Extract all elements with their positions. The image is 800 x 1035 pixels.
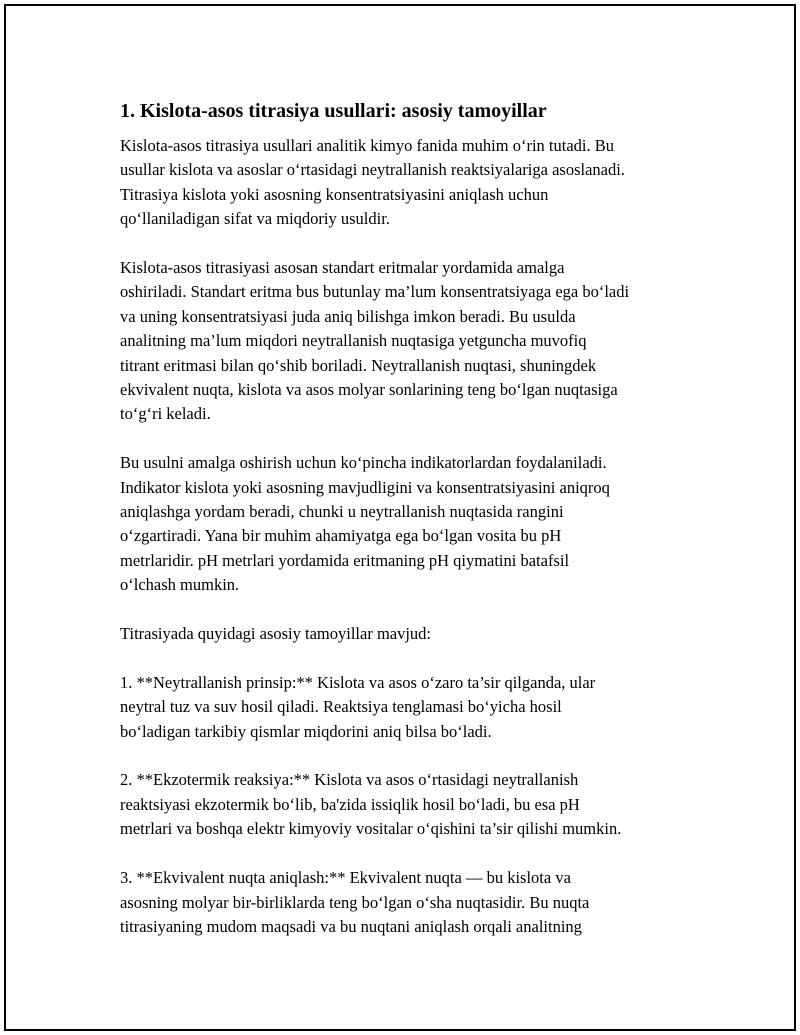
paragraph-intro	[120, 134, 700, 232]
text-line: titrant eritmasi bilan qo‘shib boriladi. Neytrallanish nuqtasi, shuningdek	[120, 355, 597, 375]
text-line: analitning ma’lum miqdori neytrallanish nuqtasiga yetguncha muvofiq	[120, 331, 587, 351]
list-item-neutralization	[120, 671, 700, 744]
paragraph-indicators	[120, 451, 700, 597]
text-line: Indikator kislota yoki asosning mavjudligini va konsentratsiyasini aniqroq	[120, 477, 610, 497]
list-item-equivalence-point	[120, 866, 700, 939]
text-line: neytral tuz va suv hosil qiladi. Reaktsiya tenglamasi bo‘yicha hosil	[120, 697, 562, 717]
text-line: o‘zgartiradi. Yana bir muhim ahamiyatga ega bo‘lgan vosita bu pH	[120, 526, 562, 546]
text-line: o‘lchash mumkin.	[120, 575, 240, 595]
text-line: metrlari va boshqa elektr kimyoviy vositalar o‘qishini ta’sir qilishi mumkin.	[120, 819, 622, 839]
paragraph-principles-intro	[120, 622, 700, 646]
text-line: usullar kislota va asoslar o‘rtasidagi neytrallanish reaktsiyalariga asoslanadi.	[120, 160, 625, 180]
text-line: oshiriladi. Standart eritma bus butunlay ma’lum konsentratsiyaga ega bo‘ladi	[120, 282, 630, 302]
text-line: Kislota-asos titrasiyasi asosan standart eritmalar yordamida amalga	[120, 258, 565, 278]
document-body	[120, 99, 700, 964]
section-heading: 1. Kislota-asos titrasiya usullari: asosiy tamoyillar	[120, 100, 547, 122]
text-line: metrlaridir. pH metrlari yordamida eritmaning pH qiymatini batafsil	[120, 550, 570, 570]
text-line: Titrasiyada quyidagi asosiy tamoyillar mavjud:	[120, 624, 432, 644]
text-line: asosning molyar bir-birliklarda teng bo‘lgan o‘sha nuqtasidir. Bu nuqta	[120, 892, 590, 912]
text-line: bo‘ladigan tarkibiy qismlar miqdorini aniq bilsa bo‘ladi.	[120, 721, 492, 741]
text-line: titrasiyaning mudom maqsadi va bu nuqtani aniqlash orqali analitning	[120, 916, 582, 936]
text-line: Titrasiya kislota yoki asosning konsentratsiyasini aniqlash uchun	[120, 184, 549, 204]
text-line: Kislota-asos titrasiya usullari analitik kimyo fanida muhim o‘rin tutadi. Bu	[120, 136, 615, 155]
text-line: qo‘llaniladigan sifat va miqdoriy usuldir.	[120, 209, 390, 229]
text-line: ekvivalent nuqta, kislota va asos molyar sonlarining teng bo‘lgan nuqtasiga	[120, 380, 618, 400]
text-line: va uning konsentratsiyasi juda aniq bilishga imkon beradi. Bu usulda	[120, 306, 576, 326]
list-item-exothermic	[120, 768, 700, 841]
text-line: 1. **Neytrallanish prinsip:** Kislota va asos o‘zaro ta’sir qilganda, ular	[120, 672, 596, 692]
page-frame	[4, 4, 796, 1031]
text-line: Bu usulni amalga oshirish uchun ko‘pincha indikatorlardan foydalaniladi.	[120, 453, 607, 473]
text-line: to‘g‘ri keladi.	[120, 404, 211, 424]
text-line: aniqlashga yordam beradi, chunki u neytrallanish nuqtasida rangini	[120, 502, 564, 522]
text-line: reaktsiyasi ekzotermik bo‘lib, ba'zida issiqlik hosil bo‘ladi, bu esa pH	[120, 794, 580, 814]
text-line: 3. **Ekvivalent nuqta aniqlash:** Ekvivalent nuqta — bu kislota va	[120, 868, 571, 888]
text-line: 2. **Ekzotermik reaksiya:** Kislota va asos o‘rtasidagi neytrallanish	[120, 770, 579, 790]
paragraph-standard-solutions	[120, 256, 700, 427]
